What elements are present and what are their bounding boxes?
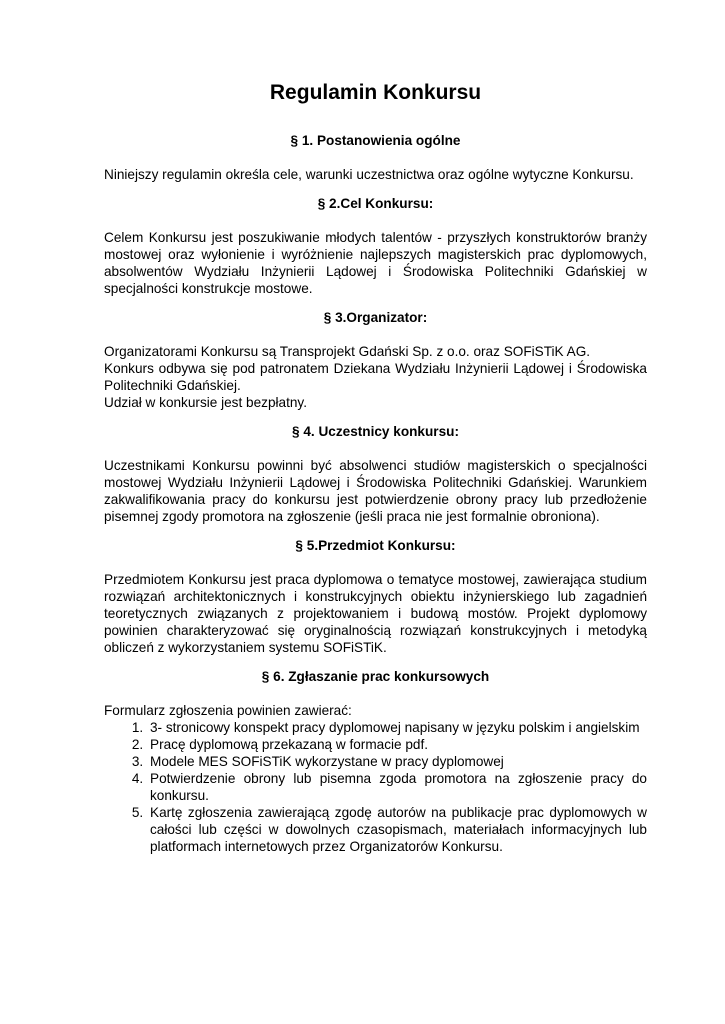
section-5-heading: § 5.Przedmiot Konkursu: bbox=[295, 538, 456, 553]
section-4-heading: § 4. Uczestnicy konkursu: bbox=[292, 424, 459, 439]
section-2-line-1: Celem Konkursu jest poszukiwanie młodych talentów - przyszłych konstruktorów branży mostowej oraz wyłonienie i wyróżnienie najlepszych magisterskich prac dyplomowych, absolwentów Wydziału Inżynierii Lądowej i Środowiska Politechniki Gdańskiej w specjalności konstrukcje mostowe. bbox=[104, 230, 647, 296]
section-2-heading: § 2.Cel Konkursu: bbox=[317, 196, 434, 211]
document-page bbox=[104, 80, 647, 855]
list-item: 3. Modele MES SOFiSTiK wykorzystane w pracy dyplomowej bbox=[147, 753, 647, 770]
section-2-text bbox=[104, 229, 647, 297]
section-6-heading: § 6. Zgłaszanie prac konkursowych bbox=[261, 669, 490, 684]
section-1-text bbox=[104, 166, 647, 183]
section-4-line-1: Uczestnikami Konkursu powinni być absolwenci studiów magisterskich o specjalności mostowej Wydziału Inżynierii Lądowej i Środowiska Politechniki Gdańskiej. Warunkiem zakwalifikowania pracy do konkursu jest potwierdzenie obrony pracy lub przedłożenie pisemnej zgody promotora na zgłoszenie (jeśli praca nie jest formalnie obroniona). bbox=[104, 458, 647, 524]
list-item: 4. Potwierdzenie obrony lub pisemna zgoda promotora na zgłoszenie pracy do konkursu. bbox=[147, 770, 647, 804]
section-4-text bbox=[104, 457, 647, 525]
list-item: 2. Pracę dyplomową przekazaną w formacie pdf. bbox=[147, 736, 647, 753]
section-3-line-1: Organizatorami Konkursu są Transprojekt Gdański Sp. z o.o. oraz SOFiSTiK AG. bbox=[104, 344, 591, 359]
section-5-line-1: Przedmiotem Konkursu jest praca dyplomowa o tematyce mostowej, zawierająca studium rozwiązań architektonicznych i konstrukcyjnych obiektu inżynierskiego lub zagadnień teoretycznych związanych z projektowaniem i budową mostów. Projekt dyplomowy powinien charakteryzować się oryginalnością rozwiązań konstrukcyjnych i metodyką obliczeń z wykorzystaniem systemu SOFiSTiK. bbox=[104, 572, 647, 655]
section-3-line-3: Udział w konkursie jest bezpłatny. bbox=[104, 395, 307, 410]
section-3-heading: § 3.Organizator: bbox=[323, 310, 428, 325]
section-1-line-1: Niniejszy regulamin określa cele, warunki uczestnictwa oraz ogólne wytyczne Konkursu. bbox=[104, 167, 634, 182]
list-item: 5. Kartę zgłoszenia zawierającą zgodę autorów na publikacje prac dyplomowych w całości lub części w dowolnych czasopismach, materiałach informacyjnych lub platformach internetowych przez Organizatorów Konkursu. bbox=[147, 804, 647, 855]
section-6-intro: Formularz zgłoszenia powinien zawierać: bbox=[104, 703, 352, 718]
section-3-text bbox=[104, 343, 647, 411]
section-3-line-2: Konkurs odbywa się pod patronatem Dziekana Wydziału Inżynierii Lądowej i Środowiska Politechniki Gdańskiej. bbox=[104, 361, 647, 393]
document-title: Regulamin Konkursu bbox=[269, 81, 482, 104]
requirements-list bbox=[104, 719, 647, 855]
section-1-heading: § 1. Postanowienia ogólne bbox=[290, 133, 461, 148]
list-item: 1. 3- stronicowy konspekt pracy dyplomowej napisany w języku polskim i angielskim bbox=[147, 719, 647, 736]
section-5-text bbox=[104, 571, 647, 656]
